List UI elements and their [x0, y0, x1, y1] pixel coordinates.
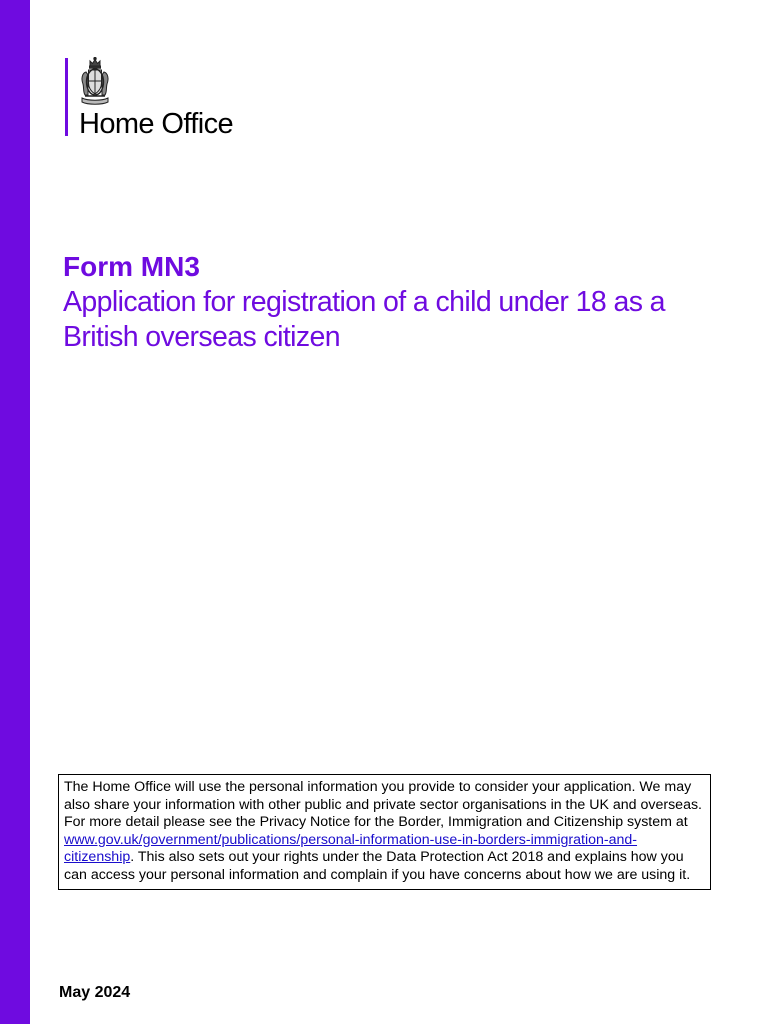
privacy-notice-link[interactable]: www.gov.uk/government/publications/personal-information-use-in-borders-immigration-and-citizenship: [64, 831, 638, 865]
form-title: Application for registration of a child under 18 as a British overseas citizen: [63, 286, 665, 353]
side-accent-bar: [0, 0, 30, 1024]
form-code: Form MN3: [63, 251, 200, 282]
organisation-name: Home Office: [79, 108, 234, 140]
home-office-logo: [65, 57, 265, 139]
privacy-text-intro: The Home Office will use the personal information you provide to consider your application. We may also share your information with other public and private sector organisations in the UK and overseas. For more detail please see the Privacy Notice for the Border, Immigration and Citizenship system at: [64, 779, 702, 830]
privacy-text-rights: . This also sets out your rights under the Data Protection Act 2018 and explains how you can access your personal information and complain if you have concerns about how we are using it.: [64, 849, 691, 883]
royal-crest-icon: [78, 57, 112, 107]
publication-date: May 2024: [59, 984, 131, 1001]
privacy-notice-box: [58, 774, 711, 890]
logo-divider-line: [65, 58, 68, 136]
